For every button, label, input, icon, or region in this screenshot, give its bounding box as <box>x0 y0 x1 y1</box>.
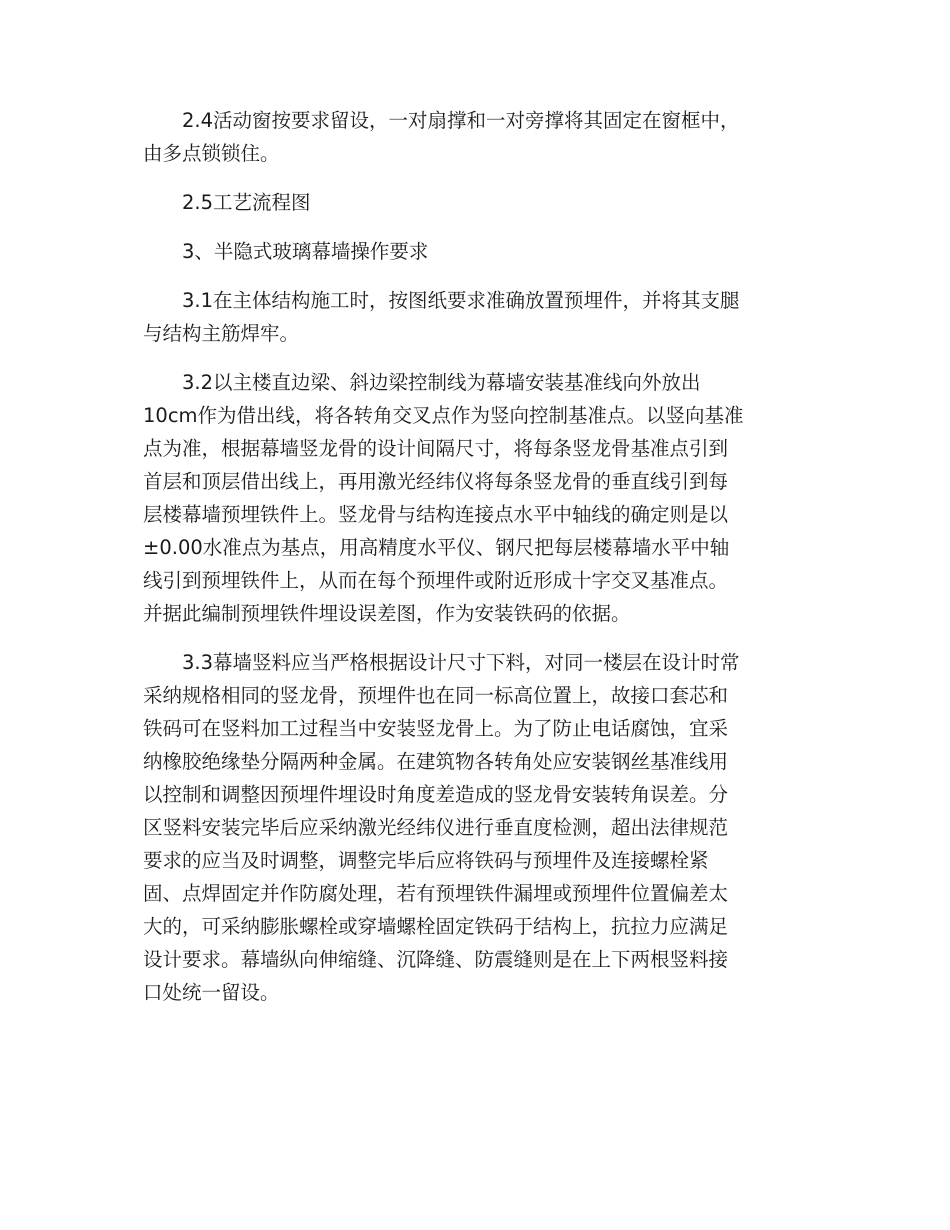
text-line: 首层和顶层借出线上，再用激光经纬仪将每条竖龙骨的垂直线引到每 <box>143 470 729 493</box>
text-line: 采纳规格相同的竖龙骨，预埋件也在同一标高位置上，故接口套芯和 <box>143 684 729 707</box>
paragraph-3-3 <box>143 646 815 1009</box>
text-line: 3.3幕墙竖料应当严格根据设计尺寸下料，对同一楼层在设计时常 <box>182 651 740 674</box>
text-line: 铁码可在竖料加工过程当中安装竖龙骨上。为了防止电话腐蚀，宜采 <box>143 717 729 740</box>
text-line: 区竖料安装完毕后应采纳激光经纬仪进行垂直度检测，超出法律规范 <box>143 816 729 839</box>
text-line: 点为准，根据幕墙竖龙骨的设计间隔尺寸，将每条竖龙骨基准点引到 <box>143 437 729 460</box>
text-line: 2.5工艺流程图 <box>182 191 311 214</box>
text-line: 与结构主筋焊牢。 <box>143 322 300 345</box>
text-line: 设计要求。幕墙纵向伸缩缝、沉降缝、防震缝则是在上下两根竖料接 <box>143 948 729 971</box>
paragraph-2-5-heading <box>143 186 815 219</box>
text-line: 大的，可采纳膨胀螺栓或穿墙螺栓固定铁码于结构上，抗拉力应满足 <box>143 915 729 938</box>
paragraph-3-heading <box>143 235 815 268</box>
text-line: 3.1在主体结构施工时，按图纸要求准确放置预埋件，并将其支腿 <box>182 289 740 312</box>
text-line: 3、半隐式玻璃幕墙操作要求 <box>182 240 429 263</box>
text-line: 线引到预埋铁件上，从而在每个预埋件或附近形成十字交叉基准点。 <box>143 569 729 592</box>
text-line: 要求的应当及时调整，调整完毕后应将铁码与预埋件及连接螺栓紧 <box>143 849 709 872</box>
text-line: 纳橡胶绝缘垫分隔两种金属。在建筑物各转角处应安装钢丝基准线用 <box>143 750 729 773</box>
paragraph-2-4 <box>143 104 815 170</box>
text-line: 由多点锁锁住。 <box>143 142 280 165</box>
paragraph-3-1 <box>143 284 815 350</box>
text-line: 层楼幕墙预埋铁件上。竖龙骨与结构连接点水平中轴线的确定则是以 <box>143 503 729 526</box>
text-line: ±0.00水准点为基点，用高精度水平仪、钢尺把每层楼幕墙水平中轴 <box>143 536 730 559</box>
paragraph-3-2 <box>143 366 815 630</box>
document-page <box>143 104 815 1025</box>
text-line: 10cm作为借出线，将各转角交叉点作为竖向控制基准点。以竖向基准 <box>143 404 744 427</box>
text-line: 固、点焊固定并作防腐处理，若有预埋铁件漏埋或预埋件位置偏差太 <box>143 882 729 905</box>
text-line: 以控制和调整因预埋件埋设时角度差造成的竖龙骨安装转角误差。分 <box>143 783 729 806</box>
text-line: 并据此编制预埋铁件埋设误差图，作为安装铁码的依据。 <box>143 602 631 625</box>
text-line: 3.2以主楼直边梁、斜边梁控制线为幕墙安装基准线向外放出 <box>182 371 701 394</box>
text-line: 2.4活动窗按要求留设，一对扇撑和一对旁撑将其固定在窗框中， <box>182 109 740 132</box>
text-line: 口处统一留设。 <box>143 981 280 1004</box>
